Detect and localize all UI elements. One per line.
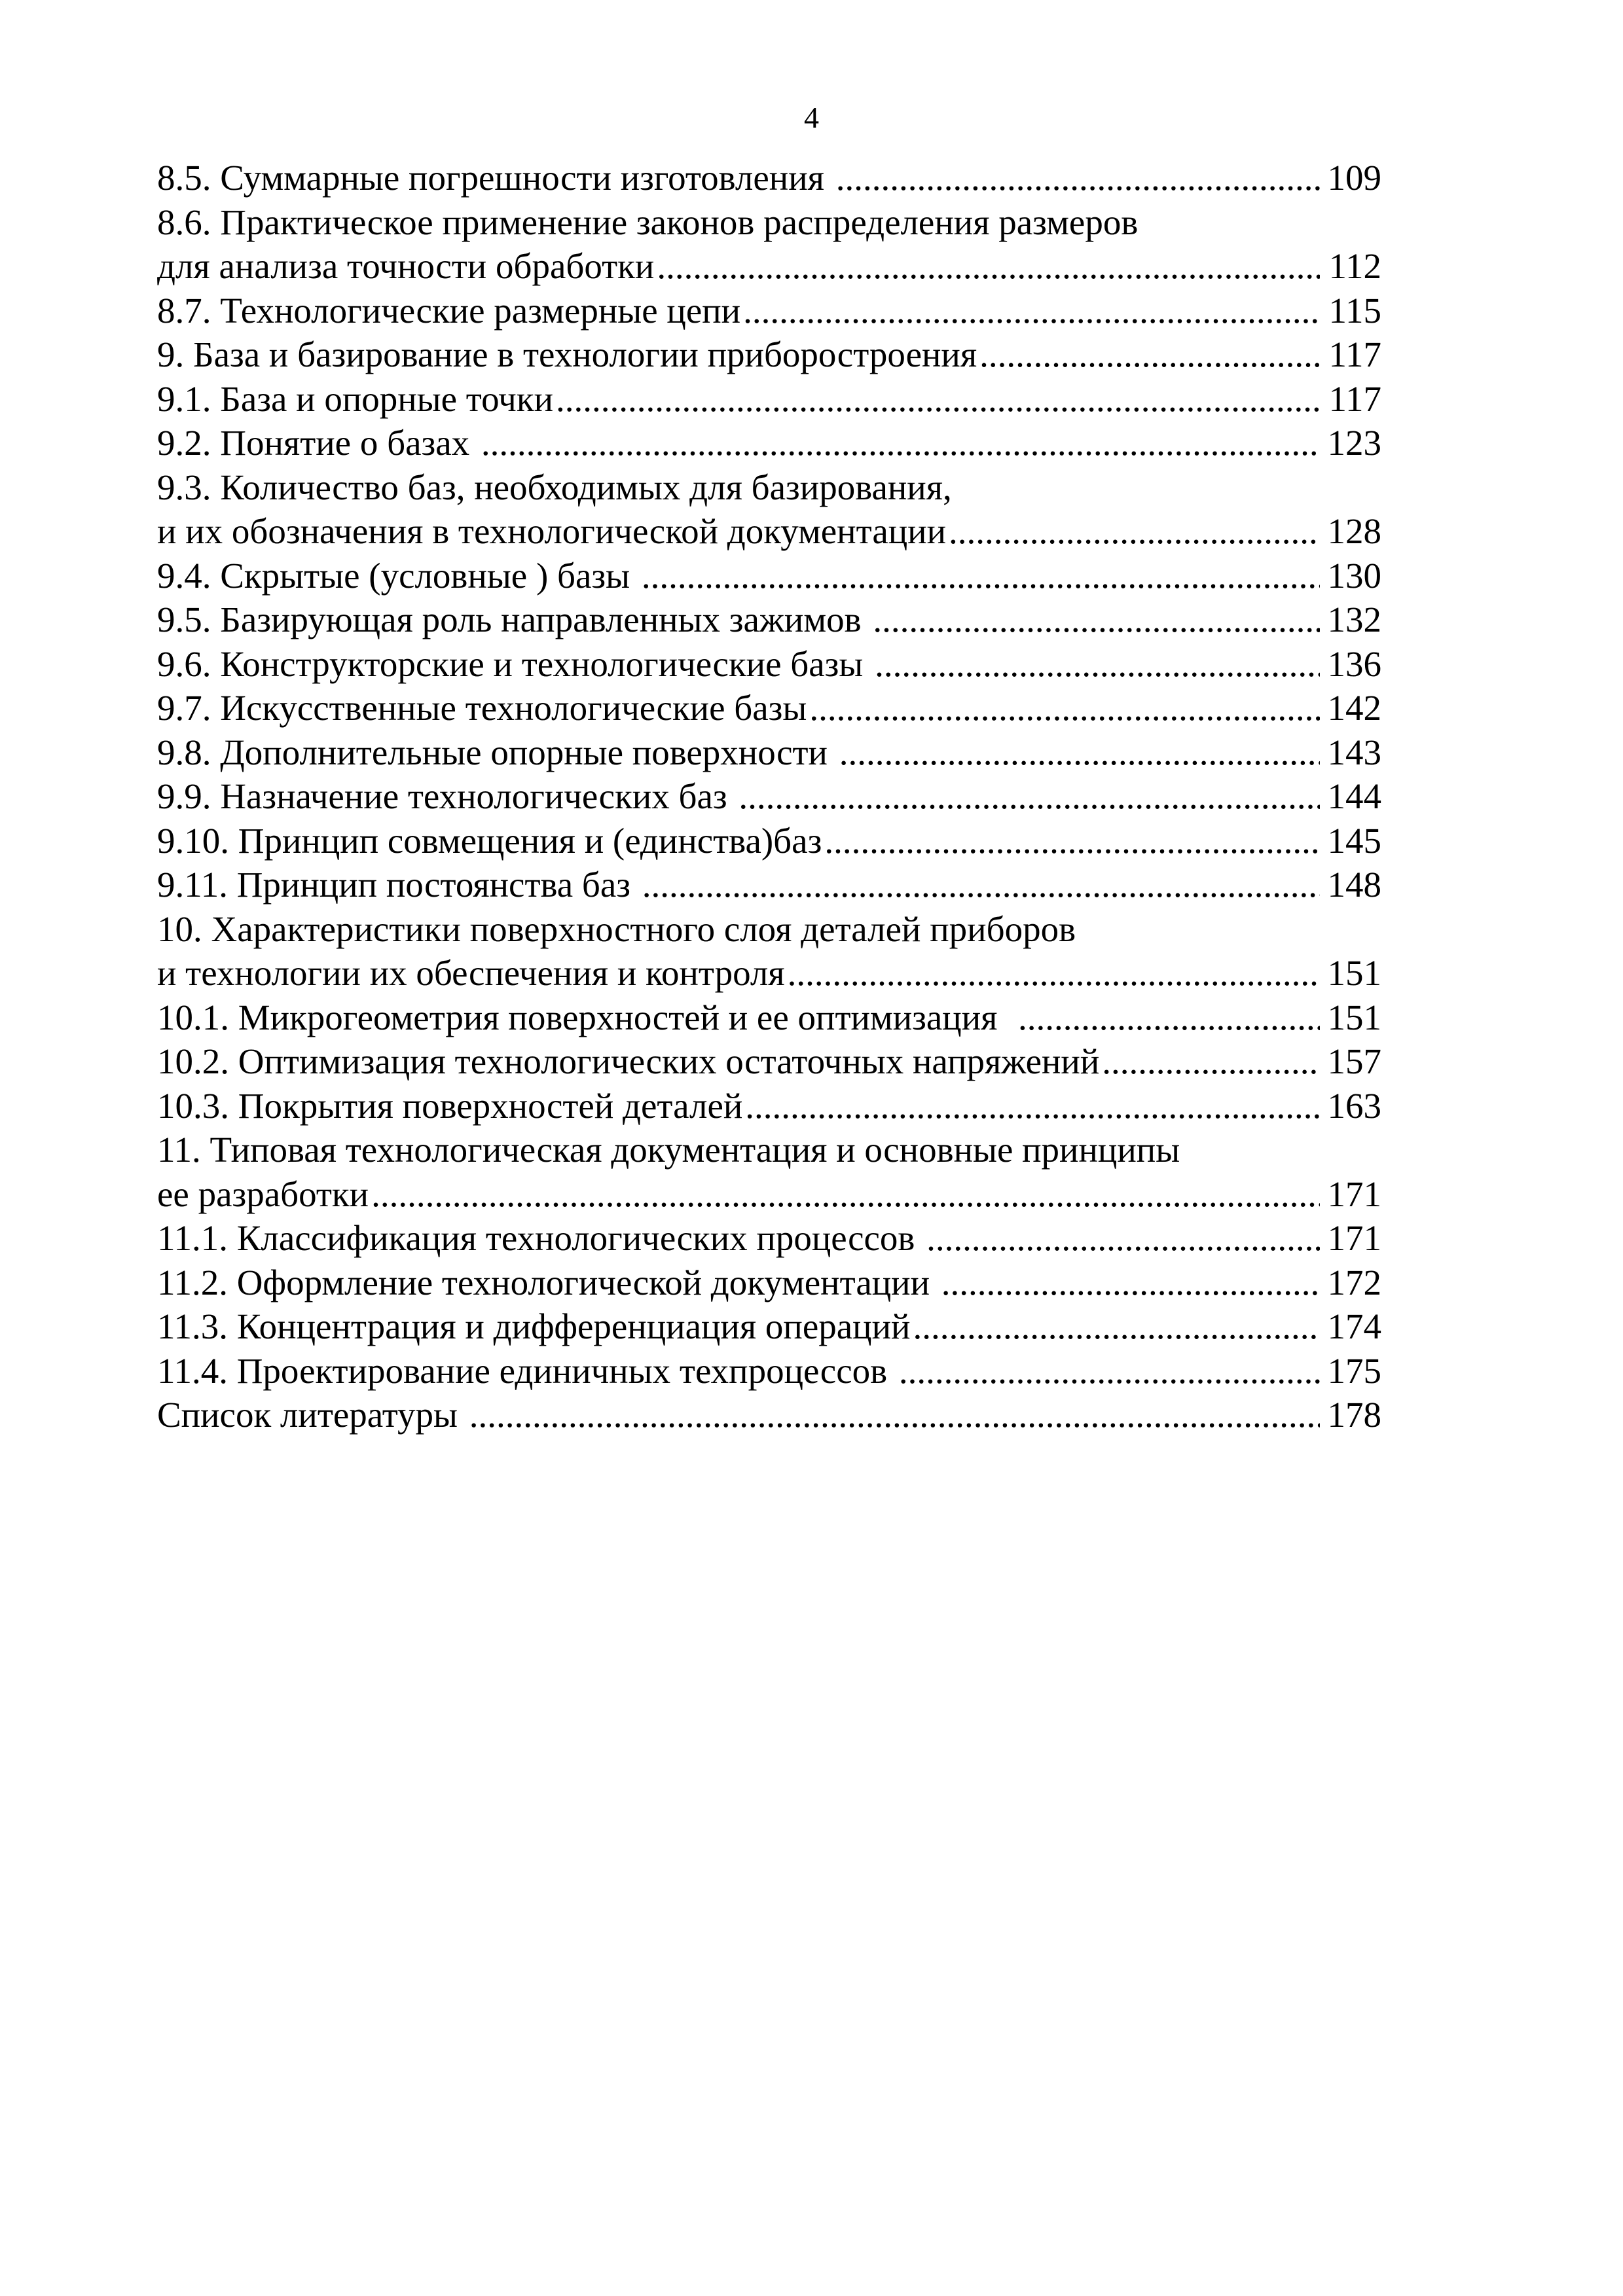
toc-dot-leader [873, 598, 1320, 642]
toc-entry [157, 1349, 1381, 1393]
toc-entry [157, 200, 1381, 289]
toc-dot-leader [941, 1261, 1320, 1305]
toc-entry-row [157, 686, 1381, 730]
toc-entry-title: 10.1. Микрогеометрия поверхностей и ее оптимизация [157, 997, 1015, 1037]
toc-dot-leader [913, 1304, 1320, 1349]
toc-page-number: 145 [1327, 820, 1381, 861]
toc-dot-leader [899, 1349, 1320, 1393]
toc-entry-title-line: 8.6. Практическое применение законов распределения размеров [157, 202, 1139, 242]
toc-entry [157, 1261, 1381, 1305]
toc-entry [157, 377, 1381, 422]
toc-entry [157, 332, 1381, 377]
toc-entry-row [157, 863, 1381, 907]
toc-dot-leader [926, 1216, 1320, 1261]
toc-entry [157, 1393, 1381, 1437]
toc-entry [157, 863, 1381, 907]
toc-entry-title: 10.3. Покрытия поверхностей деталей [157, 1085, 743, 1126]
toc-page-number: 132 [1327, 600, 1381, 639]
toc-entry [157, 996, 1381, 1040]
toc-entry-row [157, 554, 1381, 598]
toc-page-number: 117 [1328, 334, 1381, 374]
toc-entry [157, 421, 1381, 465]
toc-entry-title: 11.1. Классификация технологических процессов [157, 1218, 924, 1258]
toc-entry-row [157, 377, 1381, 422]
toc-entry-title: 9.9. Назначение технологических баз [157, 776, 737, 816]
toc-entry-title: 11.4. Проектирование единичных техпроцессов [157, 1350, 896, 1391]
toc-entry-row [157, 421, 1381, 465]
toc-entry [157, 907, 1381, 996]
toc-entry-row [157, 1039, 1381, 1084]
toc-entry-title: 9.1. База и опорные точки [157, 378, 553, 419]
toc-entry-title: 9.4. Скрытые (условные ) базы [157, 555, 639, 596]
toc-entry-row [157, 996, 1381, 1040]
toc-entry-row [157, 332, 1381, 377]
toc-dot-leader [979, 332, 1320, 377]
toc-entry-row [157, 156, 1381, 200]
toc-dot-leader [809, 686, 1320, 730]
toc-entry-row [157, 1393, 1381, 1437]
toc-page-number: 109 [1327, 158, 1381, 198]
toc-entry [157, 465, 1381, 554]
toc-page-number: 136 [1327, 643, 1381, 684]
toc-entry [157, 774, 1381, 819]
toc-page-number: 151 [1327, 953, 1381, 993]
toc-page-number: 148 [1327, 865, 1381, 905]
toc-entry [157, 554, 1381, 598]
toc-entry [157, 289, 1381, 333]
toc-entry [157, 686, 1381, 730]
toc-dot-leader [1102, 1039, 1320, 1084]
toc-entry-title: 9.2. Понятие о базах [157, 423, 479, 463]
toc-page-number: 157 [1327, 1041, 1381, 1081]
toc-entry-title: ее разработки [157, 1174, 369, 1214]
toc-dot-leader [1018, 996, 1320, 1040]
toc-dot-leader [657, 244, 1320, 289]
toc-dot-leader [836, 156, 1320, 200]
toc-entry-title: 8.7. Технологические размерные цепи [157, 290, 741, 331]
toc-entry-row [157, 289, 1381, 333]
toc-entry [157, 1304, 1381, 1349]
toc-entry-title: 9. База и базирование в технологии приборостроения [157, 334, 977, 374]
toc-page-number: 123 [1327, 423, 1381, 463]
toc-dot-leader [839, 730, 1320, 775]
toc-entry-title: для анализа точности обработки [157, 246, 655, 286]
toc-entry-title: и их обозначения в технологической документации [157, 511, 947, 551]
toc-dot-leader [642, 863, 1320, 907]
toc-entry-title: 9.11. Принцип постоянства баз [157, 865, 640, 905]
toc-page-number: 130 [1327, 555, 1381, 596]
toc-page-number: 171 [1327, 1218, 1381, 1258]
toc-entry-row [157, 774, 1381, 819]
toc-entry-title: 9.10. Принцип совмещения и (единства)баз [157, 820, 822, 861]
toc-entry-title: 9.6. Конструкторские и технологические базы [157, 643, 873, 684]
toc-entry-title: 11.3. Концентрация и дифференциация операций [157, 1306, 911, 1346]
toc-page-number: 163 [1327, 1085, 1381, 1126]
toc-page-number: 175 [1327, 1350, 1381, 1391]
toc-entry-title-line: 10. Характеристики поверхностного слоя деталей приборов [157, 908, 1076, 949]
toc-dot-leader [949, 509, 1320, 554]
toc-page-number: 143 [1327, 732, 1381, 772]
toc-entry [157, 1128, 1381, 1216]
toc-page-number: 117 [1328, 378, 1381, 419]
toc-entry-row [157, 1349, 1381, 1393]
toc-dot-leader [745, 1084, 1320, 1128]
toc-entry-title-line: 11. Типовая технологическая документация и основные принципы [157, 1130, 1180, 1170]
toc-entry-title: 10.2. Оптимизация технологических остаточных напряжений [157, 1041, 1100, 1081]
toc-page-number: 171 [1327, 1174, 1381, 1214]
toc-entry-row [157, 1261, 1381, 1305]
toc-page-number: 128 [1327, 511, 1381, 551]
toc-entry-row [157, 509, 1381, 554]
toc-entry-title: 8.5. Суммарные погрешности изготовления [157, 158, 833, 198]
toc-dot-leader [642, 554, 1320, 598]
toc-entry-row [157, 1084, 1381, 1128]
toc-page-number: 174 [1327, 1306, 1381, 1346]
toc-entry [157, 1084, 1381, 1128]
toc-dot-leader [743, 289, 1320, 333]
toc-entry-title: 9.8. Дополнительные опорные поверхности [157, 732, 837, 772]
toc-entry-row [157, 642, 1381, 687]
toc-dot-leader [469, 1393, 1320, 1437]
toc-page-number: 144 [1327, 776, 1381, 816]
toc-dot-leader [371, 1172, 1320, 1217]
toc-entry-title: 9.7. Искусственные технологические базы [157, 688, 807, 728]
toc-entry-title-line: 9.3. Количество баз, необходимых для базирования, [157, 467, 952, 507]
toc-entry [157, 1039, 1381, 1084]
toc-entry-title: 11.2. Оформление технологической документации [157, 1262, 939, 1302]
toc-dot-leader [875, 642, 1320, 687]
toc-entry-row [157, 730, 1381, 775]
toc-entry-row [157, 244, 1381, 289]
toc-page-number: 151 [1327, 997, 1381, 1037]
toc-dot-leader [824, 819, 1320, 863]
toc-entry-title: и технологии их обеспечения и контроля [157, 953, 785, 993]
toc-entry [157, 1216, 1381, 1261]
toc-entry-row [157, 1216, 1381, 1261]
toc-dot-leader [788, 951, 1320, 996]
toc-entry-row [157, 819, 1381, 863]
toc-entry-row [157, 951, 1381, 996]
toc-entry [157, 642, 1381, 687]
toc-page-number: 115 [1328, 290, 1381, 331]
toc-dot-leader [739, 774, 1320, 819]
toc-entry-title: 9.5. Базирующая роль направленных зажимов [157, 600, 871, 639]
toc-entry [157, 730, 1381, 775]
toc-entry-row [157, 598, 1381, 642]
toc-entry-title: Список литературы [157, 1395, 467, 1435]
toc-entry [157, 819, 1381, 863]
toc-entry-row [157, 1172, 1381, 1217]
toc-dot-leader [481, 421, 1320, 465]
toc-page-number: 178 [1327, 1395, 1381, 1435]
toc-entry [157, 598, 1381, 642]
toc-dot-leader [556, 377, 1320, 422]
page-number: 4 [804, 101, 819, 134]
toc-page-number: 172 [1327, 1262, 1381, 1302]
toc-entry [157, 156, 1381, 200]
toc-page-number: 112 [1328, 246, 1381, 286]
toc-page-number: 142 [1327, 688, 1381, 728]
table-of-contents [157, 156, 1381, 1437]
toc-entry-row [157, 1304, 1381, 1349]
